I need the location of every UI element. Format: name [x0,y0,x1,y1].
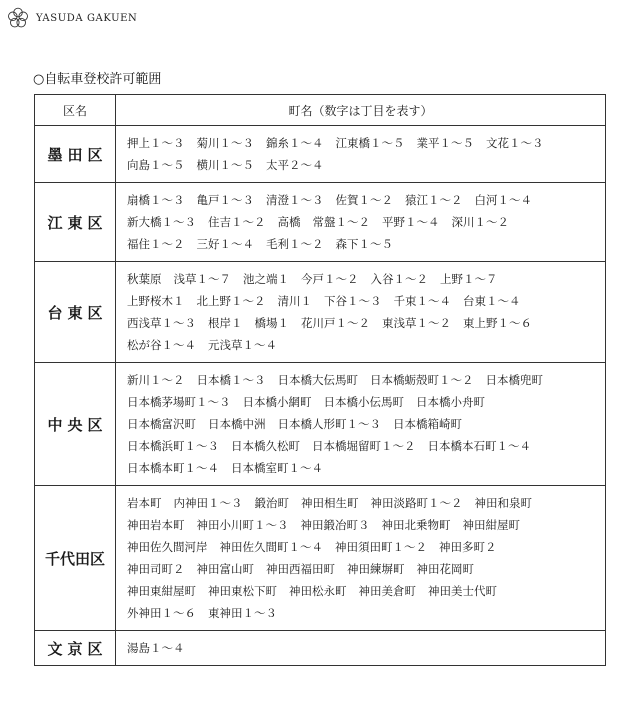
town-line [127,492,601,514]
ward-name: 中央区 [35,363,116,486]
town-name: 神田相生町 [301,496,359,510]
town-name: 日本橋１～３ [196,373,266,387]
town-line [127,580,601,602]
column-header-towns: 町名（数字は丁目を表す） [116,95,606,126]
town-name: 日本橋中洲 [208,417,266,431]
town-line [127,413,601,435]
town-line [127,514,601,536]
town-name: 神田小川町１～３ [196,518,289,532]
table-row [35,631,606,666]
town-name: 横川１～５ [196,158,254,172]
town-name: 文花１～３ [486,136,544,150]
town-name: 外神田１～６ [127,606,196,620]
town-name: 扇橋１～３ [127,193,185,207]
table-row [35,126,606,183]
town-name: 深川１～２ [451,215,509,229]
town-line [127,391,601,413]
town-name: 入谷１～２ [370,272,428,286]
town-name: 日本橋箱崎町 [393,417,462,431]
town-name: 江東橋１～５ [335,136,405,150]
town-name: 押上１～３ [127,136,185,150]
town-line [127,312,601,334]
town-name: 清川１ [277,294,312,308]
town-name: 岩本町 [127,496,162,510]
town-name: 日本橋本石町１～４ [427,439,531,453]
town-name: 根岸１ [208,316,243,330]
town-name: 毛利１～２ [266,237,324,251]
town-name: 神田司町２ [127,562,185,576]
town-name: 神田西福田町 [266,562,335,576]
town-line [127,211,601,233]
brand-name: YASUDA GAKUEN [36,12,138,24]
town-line [127,154,601,176]
town-name: 北上野１～２ [196,294,266,308]
town-line [127,290,601,312]
town-list [116,486,606,631]
town-list [116,183,606,262]
town-name: 日本橋大伝馬町 [277,373,358,387]
town-name: 神田須田町１～２ [335,540,427,554]
town-name: 日本橋室町１～４ [231,461,323,475]
column-header-ward: 区名 [35,95,116,126]
town-name: 台東１～４ [463,294,521,308]
town-line [127,189,601,211]
town-name: 亀戸１～３ [196,193,254,207]
table-row [35,183,606,262]
town-line [127,558,601,580]
town-name: 日本橋堀留町１～２ [312,439,416,453]
town-name: 業平１～５ [416,136,474,150]
town-list [116,363,606,486]
town-name: 高橋 [277,215,301,229]
town-name: 太平２～４ [266,158,324,172]
town-name: 神田練塀町 [347,562,405,576]
town-name: 日本橋蛎殻町１～２ [370,373,474,387]
town-line [127,637,601,659]
town-name: 錦糸１～４ [266,136,324,150]
town-name: 日本橋兜町 [485,373,543,387]
town-name: 日本橋小網町 [242,395,312,409]
town-list [116,126,606,183]
town-name: 日本橋浜町１～３ [127,439,219,453]
town-name: 上野１～７ [440,272,498,286]
ward-name: 江東区 [35,183,116,262]
town-name: 橋場１ [254,316,289,330]
town-name: 神田和泉町 [474,496,532,510]
town-name: 清澄１～３ [266,193,324,207]
town-name: 神田紺屋町 [462,518,520,532]
town-name: 神田松永町 [289,584,347,598]
town-line [127,536,601,558]
town-name: 神田北乗物町 [381,518,451,532]
table-row [35,486,606,631]
town-name: 秋葉原 [127,272,162,286]
town-name: 神田花岡町 [416,562,474,576]
town-name: 神田東松下町 [208,584,277,598]
town-name: 下谷１～３ [324,294,382,308]
town-line [127,334,601,356]
ward-name: 千代田区 [35,486,116,631]
town-name: 東神田１～３ [208,606,277,620]
town-name: 池之端１ [243,272,289,286]
town-name: 佐賀１～２ [335,193,393,207]
town-name: 鍛治町 [254,496,289,510]
ward-name: 文京区 [35,631,116,666]
town-name: 平野１～４ [382,215,440,229]
town-line [127,457,601,479]
town-line [127,268,601,290]
town-name: 神田美倉町 [358,584,416,598]
town-line [127,435,601,457]
town-name: 東上野１～６ [463,316,532,330]
town-name: 上野桜木１ [127,294,185,308]
table-row [35,262,606,363]
town-name: 日本橋久松町 [231,439,300,453]
town-name: 日本橋富沢町 [127,417,196,431]
town-name: 神田佐久間河岸 [127,540,208,554]
town-name: 神田岩本町 [127,518,185,532]
town-name: 菊川１～３ [196,136,254,150]
town-name: 西浅草１～３ [127,316,196,330]
town-name: 白河１～４ [474,193,532,207]
town-name: 神田多町２ [439,540,497,554]
town-name: 日本橋小舟町 [416,395,485,409]
town-list [116,262,606,363]
town-name: 住吉１～２ [208,215,266,229]
town-name: 三好１～４ [196,237,254,251]
table-row [35,363,606,486]
table-header-row [35,95,606,126]
ward-name: 墨田区 [35,126,116,183]
town-name: 神田富山町 [196,562,254,576]
town-name: 神田鍛冶町３ [300,518,370,532]
town-name: 元浅草１～４ [208,338,277,352]
town-name: 猿江１～２ [405,193,463,207]
town-name: 日本橋人形町１～３ [277,417,381,431]
town-name: 常盤１～２ [312,215,370,229]
town-name: 福住１～２ [127,237,185,251]
town-line [127,132,601,154]
town-name: 日本橋小伝馬町 [323,395,404,409]
town-name: 東浅草１～２ [382,316,451,330]
town-line [127,369,601,391]
site-header [7,6,137,30]
town-name: 神田美士代町 [428,584,497,598]
town-name: 向島１～５ [127,158,185,172]
town-name: 神田淡路町１～２ [370,496,463,510]
town-name: 今戸１～２ [301,272,359,286]
ward-name: 台東区 [35,262,116,363]
town-name: 湯島１～４ [127,641,185,655]
town-name: 神田東紺屋町 [127,584,196,598]
school-logo-icon [7,7,29,29]
town-name: 新大橋１～３ [127,215,196,229]
town-name: 森下１～５ [335,237,393,251]
town-line [127,233,601,255]
section-title: ○自転車登校許可範囲 [33,72,162,87]
town-name: 内神田１～３ [173,496,243,510]
town-list [116,631,606,666]
town-name: 花川戸１～２ [301,316,370,330]
town-name: 日本橋茅場町１～３ [127,395,231,409]
town-name: 日本橋本町１～４ [127,461,219,475]
town-name: 千束１～４ [393,294,451,308]
bicycle-area-table [34,94,606,666]
town-line [127,602,601,624]
town-name: 浅草１～７ [173,272,231,286]
town-name: 新川１～２ [127,373,185,387]
town-name: 神田佐久間町１～４ [219,540,323,554]
town-name: 松が谷１～４ [127,338,196,352]
